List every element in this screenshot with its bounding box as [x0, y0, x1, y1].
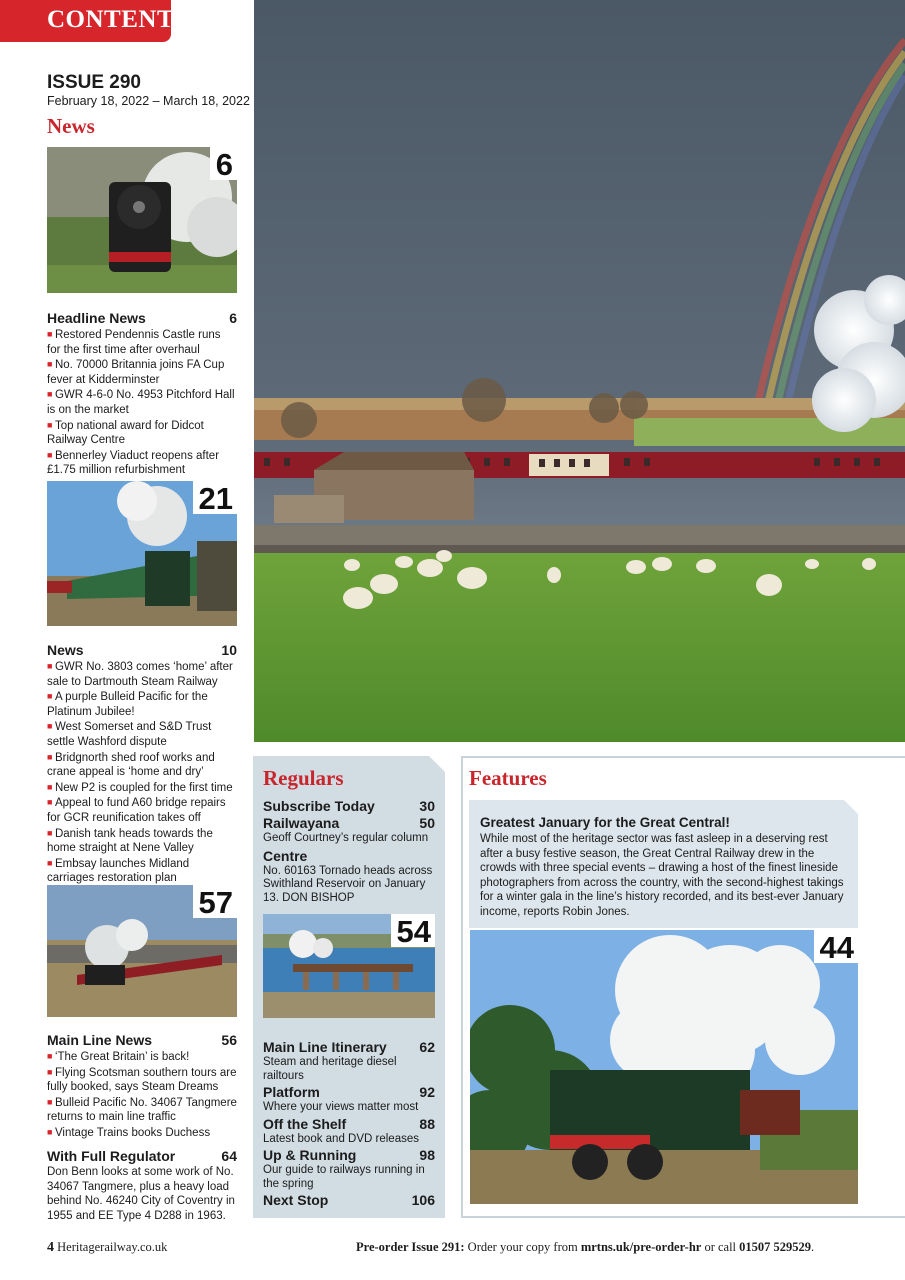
news-photo-pendennis [47, 147, 237, 293]
regular-item: Centre [263, 847, 308, 864]
regular-item: Railwayana 50 [263, 815, 435, 831]
regular-desc: Latest book and DVD releases [263, 1132, 419, 1145]
contents-label: CONTENTS [47, 6, 189, 33]
photo-page-number: 21 [193, 481, 237, 514]
regular-item: Off the Shelf 88 [263, 1115, 435, 1132]
news-title: News [47, 642, 84, 658]
regulator-text: Don Benn looks at some work of No. 34067 Tangmere, plus a heavy load behind No. 46240 City of Coventry in 1955 and EE Type 4 D288 in 1963. [47, 1166, 235, 1222]
regulars-title: Regulars [263, 766, 344, 790]
feature-lead-text: While most of the heritage sector was fast asleep in a deserving rest after a busy festive season, the Great Central Railway drew in the crowds with three special events – drawing a host of the finest lineside photographers from across the country, with the second-highest takings for a winter gala in the line’s history recorded, and its best-ever January income, reports Robin Jones. [480, 833, 844, 918]
photo-page-number: 44 [814, 930, 858, 963]
regular-desc: Geoff Courtney’s regular column [263, 832, 429, 844]
news-photo-mainline [47, 885, 237, 1017]
list-item: ■ Embsay launches Midland carriages restoration plan [47, 856, 237, 886]
feature-lead-title: Greatest January for the Great Central! [480, 815, 730, 830]
regular-item: Subscribe Today 30 [263, 798, 435, 814]
regular-item: Main Line Itinerary 62 [263, 1039, 435, 1055]
list-item: ■ New P2 is coupled for the first time [47, 780, 237, 796]
regular-desc: Where your views matter most [263, 1101, 419, 1113]
site-name: Heritagerailway.co.uk [57, 1240, 168, 1254]
headline-news-page: 6 [229, 310, 237, 326]
list-item: ■ Flying Scotsman southern tours are fully booked, says Steam Dreams [47, 1065, 237, 1095]
regulars-photo-tornado [263, 914, 435, 1018]
list-item: ■ A purple Bulleid Pacific for the Platinum Jubilee! [47, 689, 237, 719]
features-title: Features [469, 766, 547, 790]
issue-number: ISSUE 290 [47, 72, 141, 93]
regular-item: Up & Running 98 [263, 1147, 435, 1163]
headline-news-block [47, 309, 237, 478]
list-item: ■ West Somerset and S&D Trust settle Washford dispute [47, 719, 237, 749]
news-page: 10 [221, 642, 237, 658]
mainline-news-page: 56 [221, 1032, 237, 1048]
preorder-or-call: or call [704, 1240, 737, 1254]
mainline-news-title: Main Line News [47, 1032, 153, 1048]
list-item: ■ Appeal to fund A60 bridge repairs for GCR reunification takes off [47, 795, 237, 825]
preorder-phone: 01507 529529 [739, 1240, 812, 1254]
preorder-text: Order your copy from [467, 1240, 578, 1254]
regular-item: Next Stop 106 [263, 1192, 435, 1208]
list-item: ■ Bulleid Pacific No. 34067 Tangmere returns to main line traffic [47, 1095, 237, 1125]
issue-dates: February 18, 2022 – March 18, 2022 [47, 94, 250, 108]
photo-page-number: 6 [210, 147, 237, 180]
regular-desc: No. 60163 Tornado heads across Swithland Reservoir on January 13. DON BISHOP [263, 864, 433, 904]
regulator-title: With Full Regulator [47, 1148, 176, 1164]
contents-tab [0, 0, 189, 42]
news-photo-bulleid [47, 481, 237, 626]
feature-photo-gcr [470, 930, 858, 1204]
list-item: ■ GWR 4-6-0 No. 4953 Pitchford Hall is on the market [47, 387, 237, 417]
regular-desc: Steam and heritage diesel railtours [263, 1056, 397, 1082]
preorder-end: . [811, 1240, 815, 1254]
page-number: 4 [47, 1240, 54, 1255]
regulars-panel [253, 756, 445, 1218]
list-item: ■ Bridgnorth shed roof works and crane appeal is ‘home and dry’ [47, 750, 237, 780]
list-item: ■ Vintage Trains books Duchess [47, 1125, 237, 1141]
regulator-page: 64 [221, 1148, 237, 1164]
photo-page-number: 57 [193, 885, 237, 918]
preorder-heading: Pre-order Issue 291: [356, 1240, 465, 1254]
mainline-news-block [47, 1031, 237, 1141]
preorder-url[interactable]: mrtns.uk/pre-order-hr [580, 1240, 702, 1254]
list-item: ■ Danish tank heads towards the home straight at Nene Valley [47, 826, 237, 856]
feature-lead-box [469, 800, 858, 928]
footer-left [47, 1240, 167, 1256]
hero-photo [254, 0, 905, 742]
news-section-title: News [47, 114, 95, 138]
headline-news-title: Headline News [47, 310, 146, 326]
regular-desc: Our guide to railways running in the spring [263, 1164, 425, 1190]
list-item: ■ Restored Pendennis Castle runs for the first time after overhaul [47, 327, 237, 357]
footer-preorder [356, 1240, 814, 1255]
photo-page-number: 54 [391, 914, 435, 947]
list-item: ■ GWR No. 3803 comes ‘home’ after sale to Dartmouth Steam Railway [47, 659, 237, 689]
regulator-block [47, 1147, 237, 1223]
list-item: ■ No. 70000 Britannia joins FA Cup fever at Kidderminster [47, 357, 237, 387]
list-item: ■ Bennerley Viaduct reopens after £1.75 million refurbishment [47, 448, 237, 478]
list-item: ■ Top national award for Didcot Railway Centre [47, 418, 237, 448]
list-item: ■ ‘The Great Britain’ is back! [47, 1049, 237, 1065]
regular-item: Platform 92 [263, 1084, 435, 1100]
news-block [47, 641, 237, 886]
